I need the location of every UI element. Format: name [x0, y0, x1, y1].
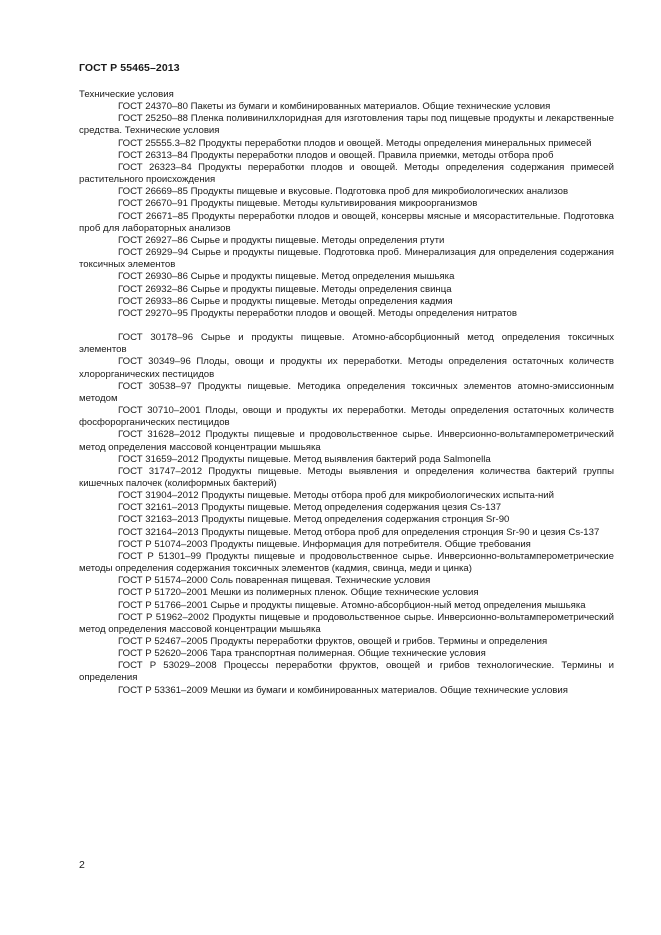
list-item: ГОСТ 26313–84 Продукты переработки плодов и овощей. Правила приемки, методы отбора проб [118, 149, 554, 161]
list-item: ГОСТ 26670–91 Продукты пищевые. Методы культивирования микроорганизмов [118, 198, 478, 210]
list-item: ГОСТ Р 51766–2001 Сырье и продукты пищевые. Атомно-абсорбцион-ный метод определения мышьяка [118, 599, 586, 611]
list-item: ГОСТ 31628–2012 Продукты пищевые и продовольственное сырье. Инверсионно-вольтамперометрический метод определения массовой концентрации мышьяка [79, 429, 614, 453]
list-item: ГОСТ Р 53361–2009 Мешки из бумаги и комбинированных материалов. Общие технические условия [118, 684, 568, 696]
list-item: ГОСТ 26930–86 Сырье и продукты пищевые. Метод определения мышьяка [118, 271, 455, 283]
list-item: ГОСТ 26933–86 Сырье и продукты пищевые. Методы определения кадмия [118, 295, 453, 307]
list-item: ГОСТ 30349–96 Плоды, овощи и продукты их переработки. Методы определения остаточных количеств хлорорганических пестицидов [79, 356, 614, 380]
list-item: ГОСТ 31747–2012 Продукты пищевые. Методы выявления и определения количества бактерий группы кишечных палочек (колиформных бактерий) [79, 465, 614, 489]
list-item: ГОСТ 26927–86 Сырье и продукты пищевые. Методы определения ртути [118, 234, 445, 246]
list-item: ГОСТ 26671–85 Продукты переработки плодов и овощей, консервы мясные и мясорастительные. Подготовка проб для лабораторных анализов [79, 210, 614, 234]
list-item: ГОСТ Р 52620–2006 Тара транспортная полимерная. Общие технические условия [118, 648, 486, 660]
list-item: ГОСТ Р 51074–2003 Продукты пищевые. Информация для потребителя. Общие требования [118, 538, 531, 550]
list-item: ГОСТ 26323–84 Продукты переработки плодов и овощей. Методы определения содержания примесей растительного происхождения [79, 161, 614, 186]
list-item: ГОСТ 31659–2012 Продукты пищевые. Метод выявления бактерий рода Salmonella [118, 453, 491, 465]
list-item: ГОСТ Р 51574–2000 Соль поваренная пищевая. Технические условия [118, 575, 431, 587]
list-item: ГОСТ Р 53029–2008 Процессы переработки фруктов, овощей и грибов технологические. Термины и определения [79, 660, 614, 684]
list-item: ГОСТ Р 51720–2001 Мешки из полимерных пленок. Общие технические условия [118, 587, 479, 599]
list-item: ГОСТ 24370–80 Пакеты из бумаги и комбинированных материалов. Общие технические условия [118, 101, 551, 113]
list-item: ГОСТ 31904–2012 Продукты пищевые. Методы отбора проб для микробиологических испыта-ний [118, 490, 555, 502]
list-item: ГОСТ 26929–94 Сырье и продукты пищевые. Подготовка проб. Минерализация для определения содержания токсичных элементов [79, 247, 614, 271]
list-item: ГОСТ 30710–2001 Плоды, овощи и продукты их переработки. Методы определения остаточных количеств фосфорорганических пестицидов [79, 405, 614, 429]
list-item: ГОСТ Р 51301–99 Продукты пищевые и продовольственное сырье. Инверсионно-вольтамперометрические методы определения содержания токсичных элементов (кадмия, свинца, меди и цинка) [79, 550, 614, 575]
document-header: ГОСТ Р 55465–2013 [79, 62, 180, 74]
list-item: Технические условия [79, 89, 174, 100]
list-item: ГОСТ 25250–88 Пленка поливинилхлоридная для изготовления тары под пищевые продукты и лекарственные средства. Технические условия [79, 113, 614, 137]
reference-list [79, 89, 614, 697]
list-item: ГОСТ 32161–2013 Продукты пищевые. Метод определения содержания цезия Cs-137 [118, 502, 502, 514]
list-item: ГОСТ 32164–2013 Продукты пищевые. Метод отбора проб для определения стронция Sr-90 и цезия Cs-137 [118, 526, 600, 538]
list-item: ГОСТ 26669–85 Продукты пищевые и вкусовые. Подготовка проб для микробиологических анализов [118, 186, 569, 198]
page-number: 2 [79, 859, 85, 871]
list-item: ГОСТ 30538–97 Продукты пищевые. Методика определения токсичных элементов атомно-эмиссионным методом [79, 380, 614, 404]
list-item: ГОСТ 32163–2013 Продукты пищевые. Метод определения содержания стронция Sr-90 [118, 514, 510, 526]
list-item: ГОСТ 29270–95 Продукты переработки плодов и овощей. Методы определения нитратов [118, 307, 517, 319]
list-item: ГОСТ 26932–86 Сырье и продукты пищевые. Методы определения свинца [118, 283, 452, 295]
list-item: ГОСТ 30178–96 Сырье и продукты пищевые. Атомно-абсорбционный метод определения токсичных элементов [79, 332, 614, 356]
list-item: ГОСТ Р 51962–2002 Продукты пищевые и продовольственное сырье. Инверсионно-вольтамперометрический метод определения массовой концентрации мышьяка [79, 611, 614, 635]
list-item: ГОСТ 25555.3–82 Продукты переработки плодов и овощей. Методы определения минеральных примесей [118, 137, 592, 149]
list-item: ГОСТ Р 52467–2005 Продукты переработки фруктов, овощей и грибов. Термины и определения [118, 636, 548, 648]
